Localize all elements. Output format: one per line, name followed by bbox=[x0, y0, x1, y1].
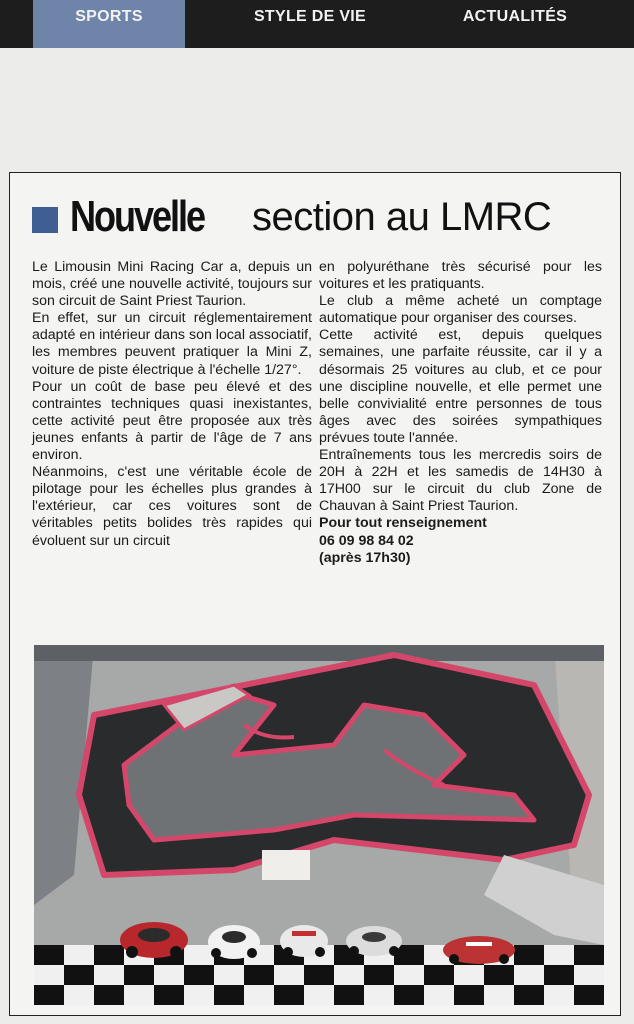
contact-hours: (après 17h30) bbox=[319, 549, 411, 566]
paragraph: Pour un coût de base peu élevé et des contraintes techniques quasi inexistantes, cette activité peut être proposée aux très jeunes enfants à partir de l'âge de 7 ans environ. bbox=[32, 378, 312, 464]
paragraph: En effet, sur un circuit réglementairement adapté en intérieur dans son local associatif, les membres peuvent pratiquer la Mini Z, voiture de piste électrique à l'échelle 1/27°. bbox=[32, 310, 312, 378]
headline-rest: section au LMRC bbox=[252, 194, 552, 239]
paragraph: en polyuréthane très sécurisé pour les voitures et les pratiquants. bbox=[319, 259, 602, 293]
race-track-photo bbox=[34, 645, 604, 1005]
car-icon bbox=[208, 925, 260, 959]
car-icon bbox=[120, 922, 188, 958]
car-icon bbox=[346, 926, 402, 956]
paragraph: Néanmoins, c'est une véritable école de pilotage pour les échelles plus grandes à l'extérieur, car ces voitures sont de véritables petits bolides très rapides qui évoluent sur un circuit bbox=[32, 464, 312, 549]
paragraph: Le Limousin Mini Racing Car a, depuis un mois, créé une nouvelle activité, toujours sur son circuit de Saint Priest Taurion. bbox=[32, 259, 312, 310]
article-headline bbox=[32, 187, 551, 247]
top-navigation bbox=[0, 0, 634, 48]
title-square-icon bbox=[32, 207, 58, 233]
article-column-right bbox=[319, 259, 602, 567]
paragraph: Cette activité est, depuis quelques semaines, une parfaite réussite, car il y a désormais 25 voitures au club, et ce pour une discipline nouvelle, et elle permet une belle convivialité entre personnes de tous âges avec des soirées sympathiques prévues toute l'année. bbox=[319, 327, 602, 446]
contact-label: Pour tout renseignement bbox=[319, 515, 487, 532]
article-box bbox=[9, 172, 621, 1016]
nav-tab-style-de-vie[interactable]: STYLE DE VIE bbox=[253, 8, 367, 25]
headline-bold: Nouvelle bbox=[70, 192, 204, 241]
race-track-illustration bbox=[34, 645, 604, 1005]
car-icon bbox=[443, 936, 515, 964]
nav-tab-sports[interactable]: SPORTS bbox=[33, 0, 185, 48]
paragraph: Le club a même acheté un comptage automatique pour organiser des courses. bbox=[319, 293, 602, 327]
nav-tab-actualites[interactable]: ACTUALITÉS bbox=[462, 8, 568, 25]
contact-phone[interactable]: 06 09 98 84 02 bbox=[319, 532, 414, 549]
paragraph: Entraînements tous les mercredis soirs de 20H à 22H et les samedis de 14H30 à 17H00 sur le circuit du club Zone de Chauvan à Saint Priest Taurion. bbox=[319, 447, 602, 515]
article-column-left bbox=[32, 259, 312, 550]
car-icon bbox=[280, 925, 328, 957]
